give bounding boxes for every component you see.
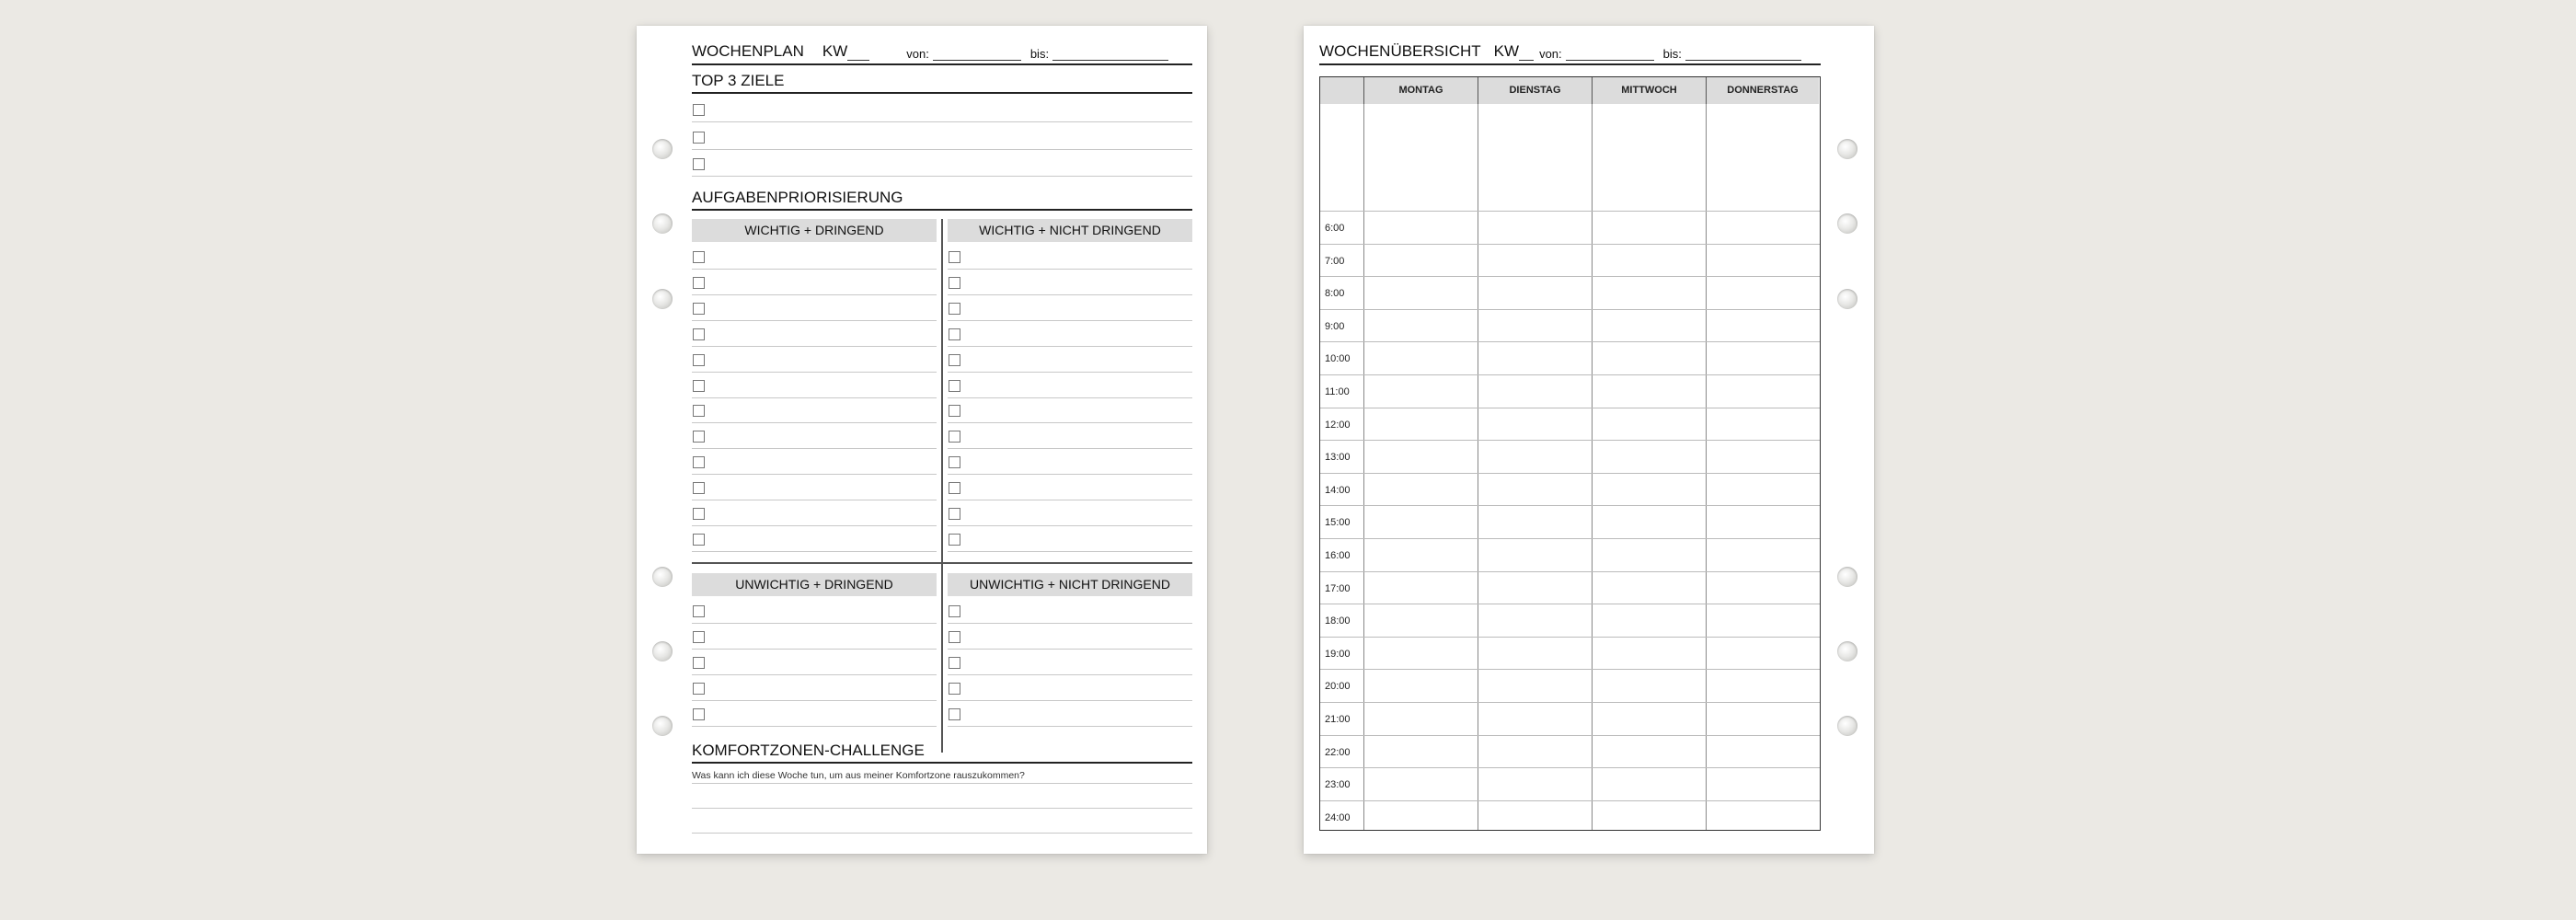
task-row-important-urgent (692, 448, 937, 475)
checkbox[interactable] (949, 380, 960, 392)
time-row (1320, 800, 1820, 834)
time-row (1320, 505, 1820, 538)
page-title: WOCHENÜBERSICHT (1319, 42, 1481, 60)
task-row-important-urgent (692, 372, 937, 398)
writing-line[interactable] (692, 833, 1192, 834)
kw-field[interactable] (847, 47, 869, 61)
weekly-overview-page (1304, 26, 1874, 854)
punch-hole (652, 289, 673, 309)
checkbox[interactable] (693, 708, 705, 720)
task-row-important-not-urgent (948, 243, 1192, 270)
time-label: 7:00 (1325, 255, 1345, 267)
kw-label: KW (822, 42, 848, 60)
punch-hole (1837, 567, 1857, 587)
challenge-title: KOMFORTZONEN-CHALLENGE (692, 742, 1192, 764)
quadrant-header-unimportant-urgent: UNWICHTIG + DRINGEND (692, 573, 937, 596)
to-date-field[interactable] (1685, 47, 1801, 61)
from-label: von: (906, 47, 929, 61)
time-label: 18:00 (1325, 615, 1351, 627)
goal-row (692, 96, 1192, 122)
time-row (1320, 408, 1820, 441)
task-row-unimportant-not-urgent (948, 597, 1192, 624)
goals-title: TOP 3 ZIELE (692, 72, 1192, 94)
time-row (1320, 341, 1820, 374)
task-row-important-urgent (692, 397, 937, 423)
challenge-question: Was kann ich diese Woche tun, um aus meiner Komfortzone rauszukommen? (692, 770, 1025, 781)
task-row-unimportant-not-urgent (948, 649, 1192, 675)
quadrant-header-important-not-urgent: WICHTIG + NICHT DRINGEND (948, 219, 1192, 242)
day-header-monday: MONTAG (1364, 77, 1478, 104)
time-row (1320, 735, 1820, 768)
time-label: 15:00 (1325, 517, 1351, 529)
task-row-unimportant-not-urgent (948, 700, 1192, 727)
checkbox[interactable] (693, 405, 705, 417)
time-label: 20:00 (1325, 681, 1351, 693)
checkbox[interactable] (693, 104, 705, 116)
checkbox[interactable] (693, 456, 705, 468)
checkbox[interactable] (949, 534, 960, 546)
header-divider (692, 63, 1192, 65)
checkbox[interactable] (949, 251, 960, 263)
checkbox[interactable] (949, 277, 960, 289)
time-label: 8:00 (1325, 288, 1345, 300)
punch-hole (1837, 289, 1857, 309)
checkbox[interactable] (693, 354, 705, 366)
time-label: 13:00 (1325, 452, 1351, 464)
checkbox[interactable] (693, 380, 705, 392)
task-row-important-urgent (692, 269, 937, 295)
task-row-unimportant-urgent (692, 623, 937, 650)
punch-hole (652, 213, 673, 234)
writing-line[interactable] (692, 783, 1192, 784)
week-schedule-grid (1319, 76, 1821, 831)
checkbox[interactable] (693, 303, 705, 315)
task-row-unimportant-not-urgent (948, 674, 1192, 701)
punch-hole (652, 567, 673, 587)
time-row (1320, 571, 1820, 604)
task-row-important-not-urgent (948, 320, 1192, 347)
checkbox[interactable] (949, 708, 960, 720)
time-row (1320, 637, 1820, 670)
time-label: 17:00 (1325, 582, 1351, 594)
checkbox[interactable] (693, 508, 705, 520)
task-row-important-urgent (692, 500, 937, 526)
checkbox[interactable] (949, 605, 960, 617)
checkbox[interactable] (693, 657, 705, 669)
time-label: 21:00 (1325, 714, 1351, 725)
task-row-important-urgent (692, 346, 937, 373)
checkbox[interactable] (949, 508, 960, 520)
checkbox[interactable] (693, 605, 705, 617)
task-row-unimportant-urgent (692, 597, 937, 624)
checkbox[interactable] (693, 328, 705, 340)
from-label: von: (1539, 47, 1562, 61)
checkbox[interactable] (693, 482, 705, 494)
checkbox[interactable] (693, 683, 705, 695)
checkbox[interactable] (693, 277, 705, 289)
punch-hole (1837, 139, 1857, 159)
checkbox[interactable] (949, 683, 960, 695)
punch-hole (652, 716, 673, 736)
weekly-plan-header (692, 42, 1168, 61)
checkbox[interactable] (693, 534, 705, 546)
to-label: bis: (1662, 47, 1682, 61)
quadrant-horizontal-divider (692, 562, 1192, 564)
from-date-field[interactable] (933, 47, 1021, 61)
checkbox[interactable] (693, 251, 705, 263)
time-row (1320, 538, 1820, 571)
checkbox[interactable] (949, 405, 960, 417)
task-row-unimportant-urgent (692, 674, 937, 701)
kw-label: KW (1493, 42, 1520, 60)
task-row-important-not-urgent (948, 372, 1192, 398)
task-row-unimportant-urgent (692, 700, 937, 727)
time-row (1320, 767, 1820, 800)
checkbox[interactable] (693, 431, 705, 443)
checkbox[interactable] (949, 657, 960, 669)
punch-hole (1837, 213, 1857, 234)
task-row-unimportant-not-urgent (948, 623, 1192, 650)
time-label: 16:00 (1325, 550, 1351, 561)
goal-row (692, 150, 1192, 177)
weekly-plan-page (637, 26, 1207, 854)
time-row (1320, 702, 1820, 735)
task-row-unimportant-urgent (692, 649, 937, 675)
checkbox[interactable] (693, 132, 705, 144)
task-row-important-not-urgent (948, 422, 1192, 449)
time-label: 6:00 (1325, 223, 1345, 234)
day-header-wednesday: MITTWOCH (1593, 77, 1707, 104)
checkbox[interactable] (949, 631, 960, 643)
time-label: 14:00 (1325, 484, 1351, 496)
checkbox[interactable] (949, 456, 960, 468)
time-label: 12:00 (1325, 419, 1351, 431)
to-label: bis: (1029, 47, 1050, 61)
task-row-important-urgent (692, 422, 937, 449)
page-title: WOCHENPLAN (692, 42, 804, 60)
checkbox[interactable] (693, 631, 705, 643)
time-label: 22:00 (1325, 746, 1351, 758)
checkbox[interactable] (949, 482, 960, 494)
punch-hole (1837, 716, 1857, 736)
time-row (1320, 440, 1820, 473)
time-row (1320, 309, 1820, 342)
task-row-important-not-urgent (948, 346, 1192, 373)
quadrant-vertical-divider (941, 219, 943, 753)
weekly-overview-header (1319, 42, 1801, 61)
writing-line[interactable] (692, 808, 1192, 809)
task-row-important-urgent (692, 294, 937, 321)
time-row (1320, 244, 1820, 277)
checkbox[interactable] (949, 354, 960, 366)
kw-field[interactable] (1519, 47, 1534, 61)
day-header-tuesday: DIENSTAG (1478, 77, 1593, 104)
task-row-important-urgent (692, 525, 937, 552)
checkbox[interactable] (949, 431, 960, 443)
time-row (1320, 604, 1820, 637)
time-label: 10:00 (1325, 353, 1351, 365)
time-row (1320, 276, 1820, 309)
task-row-important-not-urgent (948, 525, 1192, 552)
task-row-important-not-urgent (948, 500, 1192, 526)
checkbox[interactable] (949, 328, 960, 340)
to-date-field[interactable] (1052, 47, 1168, 61)
task-row-important-not-urgent (948, 294, 1192, 321)
checkbox[interactable] (949, 303, 960, 315)
task-row-important-urgent (692, 320, 937, 347)
time-label: 23:00 (1325, 779, 1351, 791)
time-column-header (1320, 77, 1364, 104)
header-divider (1319, 63, 1821, 65)
time-label: 11:00 (1325, 386, 1350, 397)
prioritization-title: AUFGABENPRIORISIERUNG (692, 189, 1192, 211)
quadrant-header-unimportant-not-urgent: UNWICHTIG + NICHT DRINGEND (948, 573, 1192, 596)
time-label: 9:00 (1325, 320, 1345, 332)
punch-hole (652, 139, 673, 159)
punch-hole (1837, 641, 1857, 661)
quadrant-header-important-urgent: WICHTIG + DRINGEND (692, 219, 937, 242)
task-row-important-not-urgent (948, 474, 1192, 500)
task-row-important-urgent (692, 243, 937, 270)
task-row-important-not-urgent (948, 397, 1192, 423)
task-row-important-urgent (692, 474, 937, 500)
time-row (1320, 669, 1820, 702)
time-label: 24:00 (1325, 811, 1351, 823)
from-date-field[interactable] (1566, 47, 1654, 61)
task-row-important-not-urgent (948, 269, 1192, 295)
checkbox[interactable] (693, 158, 705, 170)
time-label: 19:00 (1325, 648, 1351, 660)
punch-hole (652, 641, 673, 661)
task-row-important-not-urgent (948, 448, 1192, 475)
day-header-thursday: DONNERSTAG (1707, 77, 1819, 104)
time-row (1320, 374, 1820, 408)
time-row (1320, 473, 1820, 506)
time-row (1320, 211, 1820, 244)
goal-row (692, 123, 1192, 150)
